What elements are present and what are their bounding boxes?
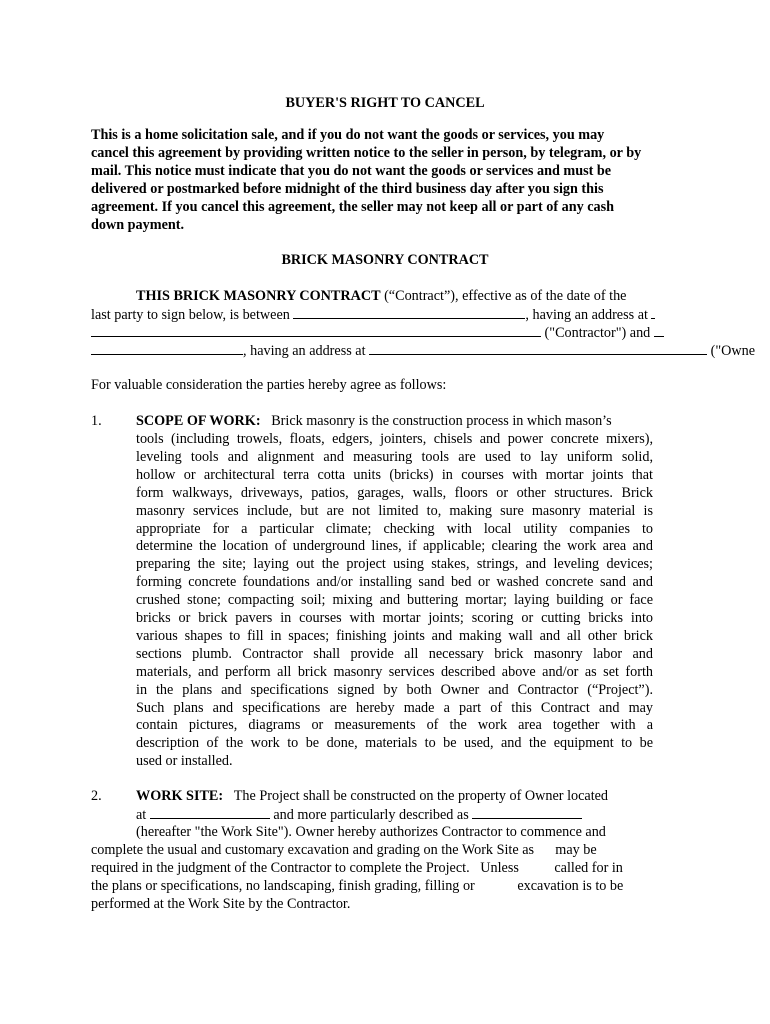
owner-label: ("Owne <box>710 343 756 359</box>
intro-bold: THIS BRICK MASONRY CONTRACT <box>136 288 381 304</box>
scope-line: appropriate for a particular climate; checking with local utility companies to <box>136 520 653 537</box>
worksite-heading-line <box>136 787 608 805</box>
scope-line: contain pictures, diagrams or measurements of the work area together with a <box>136 717 653 734</box>
notice-line: agreement. If you cancel this agreement, the seller may not keep all or part of any cash <box>91 199 615 215</box>
worksite-line-2 <box>136 805 582 824</box>
section-number: 1. <box>91 413 102 429</box>
contract-title: BRICK MASONRY CONTRACT <box>281 252 489 268</box>
scope-line: hollow or architectural terra cotta units (bricks) in courses with mortar joints that <box>136 466 653 483</box>
scope-line: masonry services include, but are not limited to, making sure masonry material is <box>136 502 653 519</box>
scope-line: tools (including trowels, floats, edgers, jointers, chisels and power concrete mixers), <box>136 431 653 447</box>
worksite-line-5: required in the judgment of the Contractor to complete the Project. Unless called for in <box>91 860 623 876</box>
scope-line: materials, and perform all brick masonry services described above and/or as set forth <box>136 663 653 680</box>
scope-line: crushed stone; compacting soil; mixing and buttering mortar; laying building or face <box>136 592 653 609</box>
scope-line: description of the work to be done, materials to be used, and the equipment to be <box>136 735 653 752</box>
intro-rest: (“Contract”), effective as of the date of the <box>380 288 627 304</box>
owner-name-blank-start[interactable] <box>654 323 664 337</box>
intro-line-1 <box>136 287 626 305</box>
section-number: 2. <box>91 788 102 804</box>
property-description-blank[interactable] <box>472 805 582 819</box>
section-heading: WORK SITE: <box>136 788 224 804</box>
scope-line: leveling tools and alignment and measuring tools are used to lay uniform solid, <box>136 448 653 465</box>
contractor-label: ("Contractor") and <box>544 325 651 341</box>
notice-title: BUYER'S RIGHT TO CANCEL <box>285 95 485 111</box>
scope-line: used or installed. <box>136 753 233 770</box>
contractor-name-blank[interactable] <box>293 305 525 319</box>
scope-line: forming concrete foundations and/or installing sand bed or washed concrete sand and <box>136 574 653 591</box>
address-label: , having an address at <box>525 307 648 323</box>
worksite-line-3: (hereafter "the Work Site"). Owner hereby authorizes Contractor to commence and <box>136 824 606 840</box>
scope-line: bricks or brick pavers in courses with mortar joints; scoring or cutting bricks into <box>136 610 653 626</box>
contractor-address-blank[interactable] <box>91 323 541 337</box>
property-location-blank[interactable] <box>150 805 270 819</box>
scope-line: sections plumb. Contractor shall provide all necessary brick masonry labor and <box>136 645 653 662</box>
scope-line: form walkways, driveways, patios, garages, walls, floors or other structures. Brick <box>136 484 653 501</box>
scope-line: various shapes to fill in spaces; finishing joints and making wall and all other brick <box>136 627 653 644</box>
notice-line: down payment. <box>91 217 185 233</box>
notice-line: delivered or postmarked before midnight of the third business day after you sign this <box>91 181 604 197</box>
intro-line-3 <box>91 323 664 342</box>
section-text: Brick masonry is the construction process in which mason’s <box>271 413 612 429</box>
contractor-address-blank-start[interactable] <box>651 305 655 319</box>
intro-line-4 <box>91 341 755 360</box>
scope-line: in the plans and specifications signed by both Owner and Contractor (“Project”). <box>136 681 653 698</box>
owner-address-label: , having an address at <box>243 343 366 359</box>
consideration-text: For valuable consideration the parties hereby agree as follows: <box>91 377 447 393</box>
scope-line: Such plans and specifications are hereby made a part of this Contract and may <box>136 699 653 716</box>
notice-line: mail. This notice must indicate that you do not want the goods or services and must be <box>91 163 612 179</box>
worksite-line-4: complete the usual and customary excavation and grading on the Work Site as may be <box>91 842 597 858</box>
intro-between-label: last party to sign below, is between <box>91 307 290 323</box>
notice-line: This is a home solicitation sale, and if you do not want the goods or services, you may <box>91 127 605 143</box>
at-label: at <box>136 807 147 823</box>
intro-line-2 <box>91 305 655 324</box>
worksite-line-6: the plans or specifications, no landscaping, finish grading, filling or excavation is to be <box>91 878 624 894</box>
section-heading: SCOPE OF WORK: <box>136 413 261 429</box>
scope-line: preparing the site; laying out the project using stakes, strings, and leveling devices; <box>136 556 653 573</box>
section-text: The Project shall be constructed on the property of Owner located <box>233 788 609 804</box>
described-label: and more particularly described as <box>273 807 469 823</box>
owner-name-blank[interactable] <box>91 341 243 355</box>
owner-address-blank[interactable] <box>369 341 707 355</box>
scope-heading-line <box>136 412 612 430</box>
scope-line: determine the location of underground lines, if applicable; clearing the work area and <box>136 538 653 555</box>
notice-line: cancel this agreement by providing written notice to the seller in person, by telegram, or by <box>91 145 642 161</box>
worksite-line-7: performed at the Work Site by the Contractor. <box>91 896 351 912</box>
